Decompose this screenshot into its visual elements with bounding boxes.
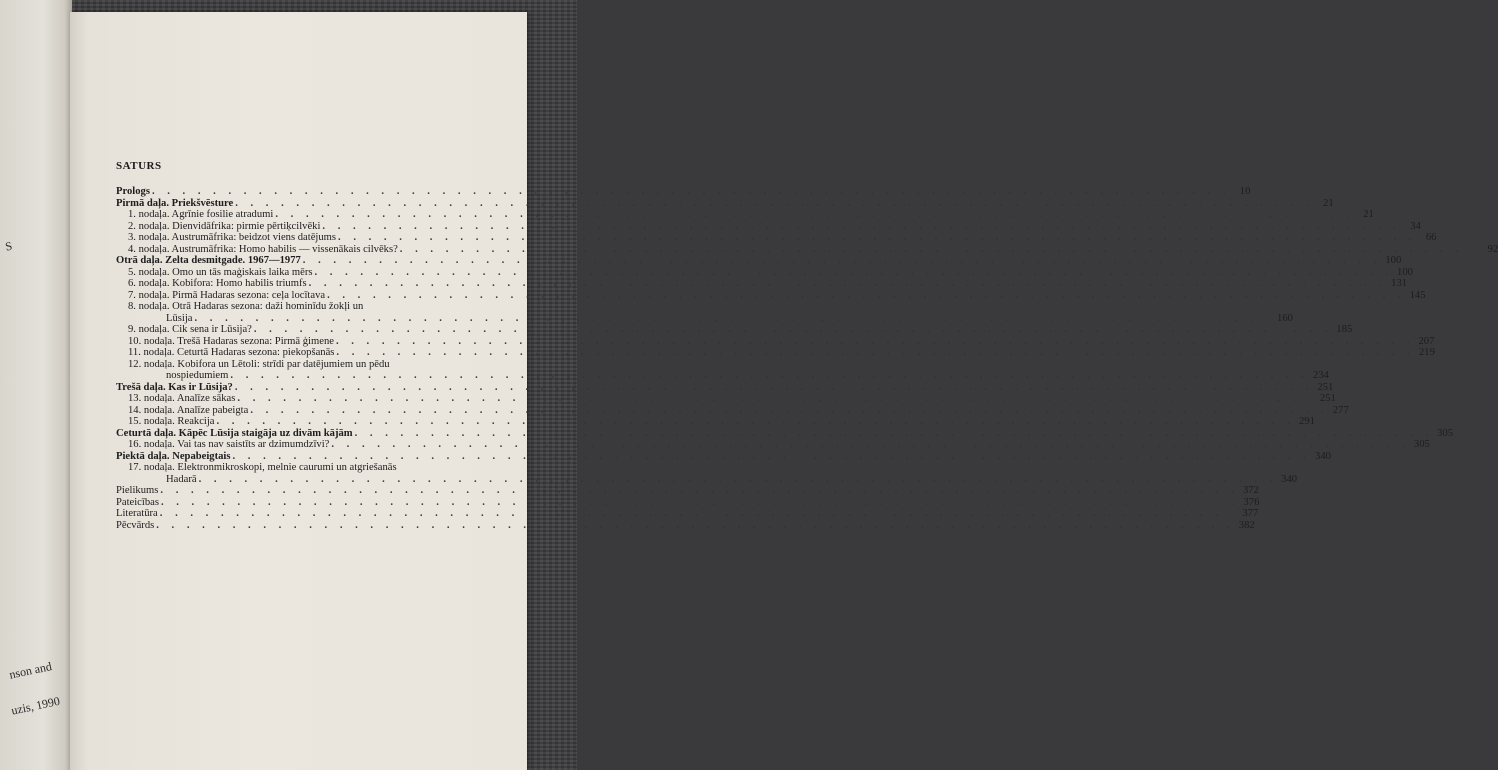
leader-dots xyxy=(336,347,1414,359)
toc-entry xyxy=(116,393,1336,405)
toc-entry-title: Ceturtā daļa. Kāpēc Lūsija staigāja uz divām kājām xyxy=(116,427,353,439)
toc-entry-title: Trešā daļa. Kas ir Lūsija? xyxy=(116,381,233,393)
leader-dots xyxy=(275,209,1353,221)
toc-entry-title: 13. nodaļa. Analīze sākas xyxy=(128,393,236,404)
leader-dots xyxy=(235,198,1313,210)
leader-dots xyxy=(322,221,1400,233)
toc-page-number: 305 xyxy=(1437,427,1454,439)
toc-entry-title: Prologs xyxy=(116,186,150,197)
table-of-contents xyxy=(116,186,1498,531)
leader-dots xyxy=(232,451,1310,463)
toc-entry-title: 17. nodaļa. Elektronmikroskopi, melnie caurumi un atgriešanās xyxy=(128,462,397,473)
toc-page-number: 100 xyxy=(1397,266,1413,278)
toc-title: SATURS xyxy=(116,160,162,172)
toc-entry-line xyxy=(116,301,458,313)
toc-entry xyxy=(116,508,1259,520)
toc-entry xyxy=(116,220,1421,233)
toc-page-number: 372 xyxy=(1242,485,1259,496)
toc-page-number: 131 xyxy=(1391,278,1408,289)
toc-entry-title: Literatūra xyxy=(116,508,158,519)
toc-entry-title: 7. nodaļa. Pirmā Hadaras sezona: ceļa locītava xyxy=(128,289,326,301)
leader-dots xyxy=(336,336,1414,348)
toc-entry-title: Piektā daļa. Nepabeigtais xyxy=(116,450,231,462)
toc-entry xyxy=(116,416,1315,428)
toc-page-number: 382 xyxy=(1238,519,1255,531)
toc-entry xyxy=(116,370,1329,382)
toc-part-entry xyxy=(116,450,1331,463)
toc-entry-title: Pirmā daļa. Priekšvēsture xyxy=(116,197,234,209)
toc-entry xyxy=(116,278,1408,290)
toc-entry xyxy=(116,485,1259,497)
toc-entry-title: Otrā daļa. Zelta desmitgade. 1967—1977 xyxy=(116,255,301,266)
toc-entry-title: 2. nodaļa. Dienvidāfrika: pirmie pērtiķcilvēki xyxy=(128,220,321,232)
toc-page-number: 207 xyxy=(1418,335,1435,347)
toc-entry-title: Pielikums xyxy=(116,485,159,496)
toc-page-number: 376 xyxy=(1243,496,1260,508)
toc-page-number: 251 xyxy=(1319,393,1336,404)
toc-part-entry xyxy=(116,255,1402,267)
toc-entry-title-continued: Lūsija xyxy=(166,312,193,324)
facing-page-fragment: uzis, 1990 xyxy=(10,693,62,718)
toc-page-number: 377 xyxy=(1242,508,1259,519)
toc-page-number: 66 xyxy=(1425,232,1437,243)
toc-page-number: 92 xyxy=(1487,243,1498,255)
toc-page-number: 34 xyxy=(1410,220,1421,232)
toc-part-entry xyxy=(116,186,1251,198)
toc-entry-title: 15. nodaļa. Reakcija xyxy=(128,416,215,427)
leader-dots xyxy=(216,416,1294,428)
toc-entry xyxy=(116,232,1437,244)
toc-entry-title: 1. nodaļa. Agrīnie fosilie atradumi xyxy=(128,209,274,220)
toc-entry-title: 3. nodaļa. Austrumāfrika: beidzot viens datējums xyxy=(128,232,337,243)
book-page xyxy=(70,12,1498,770)
toc-entry-title: 16. nodaļa. Vai tas nav saistīts ar dzimumdzīvi? xyxy=(128,439,330,450)
toc-page-number: 291 xyxy=(1299,416,1315,427)
toc-entry-title: 5. nodaļa. Omo un tās maģiskais laika mērs xyxy=(128,266,313,278)
leader-dots xyxy=(400,244,1478,256)
leader-dots xyxy=(331,439,1409,451)
toc-entry-title: 8. nodaļa. Otrā Hadaras sezona: daži hominīdu žokļi un xyxy=(128,301,364,312)
toc-entry-title: Pateicības xyxy=(116,496,159,508)
leader-dots xyxy=(355,428,1433,440)
leader-dots xyxy=(235,382,1313,394)
toc-entry xyxy=(116,243,1498,256)
leader-dots xyxy=(254,324,1332,336)
facing-page xyxy=(0,0,72,770)
toc-page-number: 219 xyxy=(1418,347,1435,358)
toc-entry xyxy=(116,473,1298,486)
facing-page-fragment: nson and xyxy=(8,659,53,682)
toc-page-number: 21 xyxy=(1323,197,1334,209)
toc-page-number: 185 xyxy=(1336,324,1353,335)
leader-dots xyxy=(160,508,1238,520)
toc-part-entry xyxy=(116,427,1454,440)
toc-page-number: 234 xyxy=(1312,370,1329,381)
toc-entry xyxy=(116,312,1293,325)
toc-entry xyxy=(116,335,1435,348)
toc-entry xyxy=(116,519,1255,532)
toc-entry-line xyxy=(116,359,458,371)
facing-page-fragment: S xyxy=(4,238,14,254)
toc-entry-title: 9. nodaļa. Cik sena ir Lūsija? xyxy=(128,324,252,335)
leader-dots xyxy=(160,485,1238,497)
leader-dots xyxy=(156,520,1234,532)
leader-dots xyxy=(152,186,1230,198)
toc-entry-title-continued: Hadarā xyxy=(166,473,197,485)
toc-page-number: 340 xyxy=(1281,473,1298,485)
toc-entry xyxy=(116,324,1353,336)
leader-dots xyxy=(199,474,1277,486)
toc-entry xyxy=(116,266,1413,279)
toc-entry-title: 10. nodaļa. Trešā Hadaras sezona: Pirmā ģimene xyxy=(128,335,334,347)
toc-page-number: 100 xyxy=(1385,255,1402,266)
toc-entry-title: 11. nodaļa. Ceturtā Hadaras sezona: piekopšanās xyxy=(128,347,335,358)
toc-entry-title-continued: nospiedumiem xyxy=(166,370,229,381)
toc-entry-line xyxy=(116,462,458,474)
toc-part-entry xyxy=(116,381,1334,394)
toc-entry-title: 14. nodaļa. Analīze pabeigta xyxy=(128,404,249,416)
toc-page-number: 145 xyxy=(1409,289,1426,301)
toc-entry xyxy=(116,496,1260,509)
toc-entry-title: 4. nodaļa. Austrumāfrika: Homo habilis — vissenākais cilvēks? xyxy=(128,243,398,255)
toc-entry-title: 12. nodaļa. Kobifora un Lētoli: strīdi par datējumiem un pēdu xyxy=(128,358,390,370)
leader-dots xyxy=(237,393,1315,405)
leader-dots xyxy=(161,497,1239,509)
leader-dots xyxy=(303,255,1381,267)
leader-dots xyxy=(250,405,1328,417)
toc-page-number: 305 xyxy=(1413,439,1430,450)
toc-page-number: 251 xyxy=(1317,381,1334,393)
toc-entry xyxy=(116,289,1426,302)
toc-entry-title: Pēcvārds xyxy=(116,519,155,531)
leader-dots xyxy=(327,290,1405,302)
leader-dots xyxy=(309,278,1387,290)
toc-page-number: 340 xyxy=(1315,450,1331,462)
toc-entry xyxy=(116,209,1374,221)
toc-entry xyxy=(116,439,1430,451)
leader-dots xyxy=(230,370,1308,382)
leader-dots xyxy=(338,232,1416,244)
toc-entry xyxy=(116,404,1349,417)
toc-page-number: 21 xyxy=(1363,209,1374,220)
toc-entry-title: 6. nodaļa. Kobifora: Homo habilis triumfs xyxy=(128,278,307,289)
toc-entry xyxy=(116,347,1435,359)
toc-part-entry xyxy=(116,197,1334,210)
toc-page-number: 160 xyxy=(1277,312,1293,324)
toc-page-number: 10 xyxy=(1239,186,1251,197)
toc-page-number: 277 xyxy=(1332,404,1349,416)
leader-dots xyxy=(194,313,1272,325)
leader-dots xyxy=(314,267,1392,279)
